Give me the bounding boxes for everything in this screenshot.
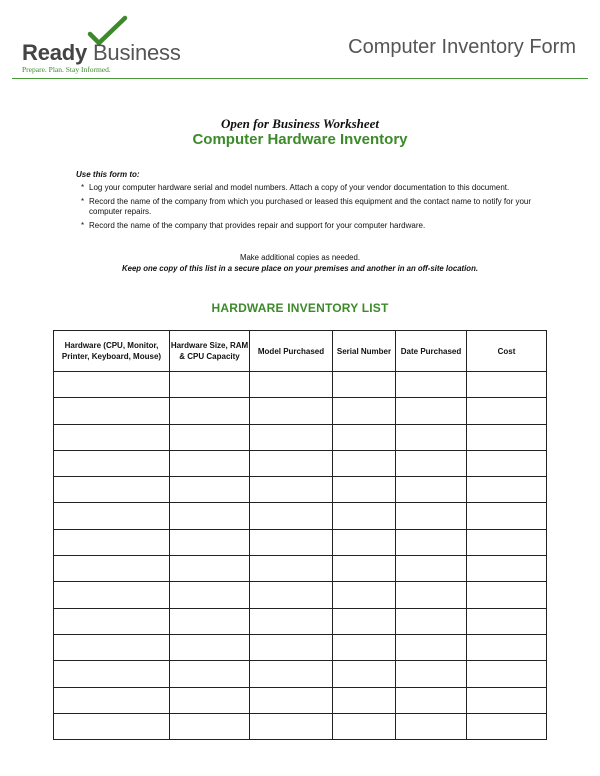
table-row <box>54 556 547 582</box>
table-cell-cost[interactable] <box>467 372 547 398</box>
column-header-cost: Cost <box>467 331 547 372</box>
table-cell-date[interactable] <box>396 398 467 424</box>
main-title: Computer Hardware Inventory <box>192 131 408 148</box>
table-cell-model[interactable] <box>250 582 333 608</box>
table-row <box>54 450 547 476</box>
table-cell-model[interactable] <box>250 424 333 450</box>
table-cell-cost[interactable] <box>467 687 547 713</box>
instruction-item: * Log your computer hardware serial and model numbers. Attach a copy of your vendor documentation to this document. <box>76 183 536 193</box>
table-cell-cost[interactable] <box>467 608 547 634</box>
table-cell-hardware[interactable] <box>54 687 170 713</box>
table-cell-cost[interactable] <box>467 529 547 555</box>
table-row <box>54 634 547 660</box>
brand-tagline: Prepare. Plan. Stay Informed. <box>22 65 111 74</box>
table-cell-date[interactable] <box>396 582 467 608</box>
column-header-model: Model Purchased <box>250 331 333 372</box>
table-cell-hardware[interactable] <box>54 661 170 687</box>
instructions-list <box>76 183 536 231</box>
table-row <box>54 424 547 450</box>
table-cell-size[interactable] <box>170 398 250 424</box>
table-row <box>54 661 547 687</box>
table-cell-serial[interactable] <box>333 608 396 634</box>
table-cell-size[interactable] <box>170 582 250 608</box>
table-cell-model[interactable] <box>250 687 333 713</box>
table-cell-serial[interactable] <box>333 398 396 424</box>
document-title: Computer Inventory Form <box>348 36 576 58</box>
table-cell-hardware[interactable] <box>54 503 170 529</box>
brand-name <box>22 40 181 66</box>
brand-name-bold: Ready <box>22 40 88 65</box>
column-header-hardware: Hardware (CPU, Monitor, Printer, Keyboard, Mouse) <box>54 331 170 372</box>
table-cell-size[interactable] <box>170 529 250 555</box>
table-cell-serial[interactable] <box>333 556 396 582</box>
table-cell-hardware[interactable] <box>54 372 170 398</box>
table-cell-date[interactable] <box>396 477 467 503</box>
table-cell-hardware[interactable] <box>54 582 170 608</box>
table-cell-serial[interactable] <box>333 372 396 398</box>
table-cell-date[interactable] <box>396 608 467 634</box>
table-cell-hardware[interactable] <box>54 556 170 582</box>
table-cell-date[interactable] <box>396 372 467 398</box>
table-cell-date[interactable] <box>396 450 467 476</box>
table-cell-cost[interactable] <box>467 661 547 687</box>
table-cell-model[interactable] <box>250 450 333 476</box>
table-cell-cost[interactable] <box>467 398 547 424</box>
table-cell-cost[interactable] <box>467 556 547 582</box>
table-cell-cost[interactable] <box>467 424 547 450</box>
table-cell-serial[interactable] <box>333 661 396 687</box>
table-cell-hardware[interactable] <box>54 529 170 555</box>
ready-business-logo <box>22 14 182 76</box>
table-cell-date[interactable] <box>396 424 467 450</box>
table-cell-serial[interactable] <box>333 634 396 660</box>
instruction-item: * Record the name of the company that provides repair and support for your computer hardware. <box>76 221 536 231</box>
brand-name-light: Business <box>87 40 181 65</box>
hardware-inventory-table <box>53 330 547 740</box>
table-body <box>54 372 547 740</box>
table-cell-model[interactable] <box>250 372 333 398</box>
table-cell-hardware[interactable] <box>54 634 170 660</box>
header-divider <box>12 78 588 79</box>
table-cell-serial[interactable] <box>333 503 396 529</box>
table-row <box>54 582 547 608</box>
column-header-size: Hardware Size, RAM & CPU Capacity <box>170 331 250 372</box>
inventory-list-title: HARDWARE INVENTORY LIST <box>211 301 389 315</box>
table-row <box>54 503 547 529</box>
table-cell-date[interactable] <box>396 661 467 687</box>
table-cell-hardware[interactable] <box>54 424 170 450</box>
table-cell-size[interactable] <box>170 661 250 687</box>
table-row <box>54 398 547 424</box>
table-cell-serial[interactable] <box>333 477 396 503</box>
table-row <box>54 713 547 739</box>
table-cell-serial[interactable] <box>333 529 396 555</box>
keep-note: Keep one copy of this list in a secure place on your premises and another in an off-site location. <box>122 264 478 273</box>
table-cell-model[interactable] <box>250 634 333 660</box>
table-cell-size[interactable] <box>170 687 250 713</box>
table-cell-serial[interactable] <box>333 450 396 476</box>
page-header <box>0 0 600 80</box>
worksheet-title: Open for Business Worksheet <box>220 116 380 131</box>
table-cell-cost[interactable] <box>467 582 547 608</box>
table-cell-hardware[interactable] <box>54 477 170 503</box>
table-cell-model[interactable] <box>250 556 333 582</box>
column-header-serial: Serial Number <box>333 331 396 372</box>
table-cell-date[interactable] <box>396 713 467 739</box>
table-cell-cost[interactable] <box>467 477 547 503</box>
table-cell-cost[interactable] <box>467 450 547 476</box>
table-cell-serial[interactable] <box>333 582 396 608</box>
instruction-item: * Record the name of the company from which you purchased or leased this equipment and the contact name to notify for your computer repairs. <box>76 197 536 218</box>
table-cell-serial[interactable] <box>333 424 396 450</box>
table-cell-serial[interactable] <box>333 713 396 739</box>
table-cell-hardware[interactable] <box>54 450 170 476</box>
instructions <box>76 170 536 234</box>
table-cell-cost[interactable] <box>467 634 547 660</box>
table-cell-size[interactable] <box>170 608 250 634</box>
column-header-date: Date Purchased <box>396 331 467 372</box>
table-cell-hardware[interactable] <box>54 713 170 739</box>
table-cell-size[interactable] <box>170 450 250 476</box>
table-cell-size[interactable] <box>170 713 250 739</box>
table-cell-model[interactable] <box>250 503 333 529</box>
table-cell-model[interactable] <box>250 477 333 503</box>
table-row <box>54 477 547 503</box>
table-cell-date[interactable] <box>396 687 467 713</box>
table-header-row <box>54 331 547 372</box>
table-cell-cost[interactable] <box>467 713 547 739</box>
table-cell-model[interactable] <box>250 398 333 424</box>
table-cell-size[interactable] <box>170 372 250 398</box>
table-cell-hardware[interactable] <box>54 398 170 424</box>
instructions-heading: Use this form to: <box>76 170 140 179</box>
table-cell-date[interactable] <box>396 503 467 529</box>
table-cell-size[interactable] <box>170 477 250 503</box>
table-cell-hardware[interactable] <box>54 608 170 634</box>
table-cell-model[interactable] <box>250 661 333 687</box>
table-cell-model[interactable] <box>250 529 333 555</box>
table-cell-cost[interactable] <box>467 503 547 529</box>
table-cell-size[interactable] <box>170 556 250 582</box>
table-row <box>54 608 547 634</box>
table-cell-date[interactable] <box>396 634 467 660</box>
table-cell-size[interactable] <box>170 503 250 529</box>
table-cell-size[interactable] <box>170 634 250 660</box>
table-cell-date[interactable] <box>396 529 467 555</box>
table-cell-date[interactable] <box>396 556 467 582</box>
table-cell-size[interactable] <box>170 424 250 450</box>
copies-note: Make additional copies as needed. <box>239 253 361 262</box>
table-row <box>54 529 547 555</box>
table-row <box>54 372 547 398</box>
table-cell-serial[interactable] <box>333 687 396 713</box>
table-cell-model[interactable] <box>250 713 333 739</box>
table-row <box>54 687 547 713</box>
table-cell-model[interactable] <box>250 608 333 634</box>
